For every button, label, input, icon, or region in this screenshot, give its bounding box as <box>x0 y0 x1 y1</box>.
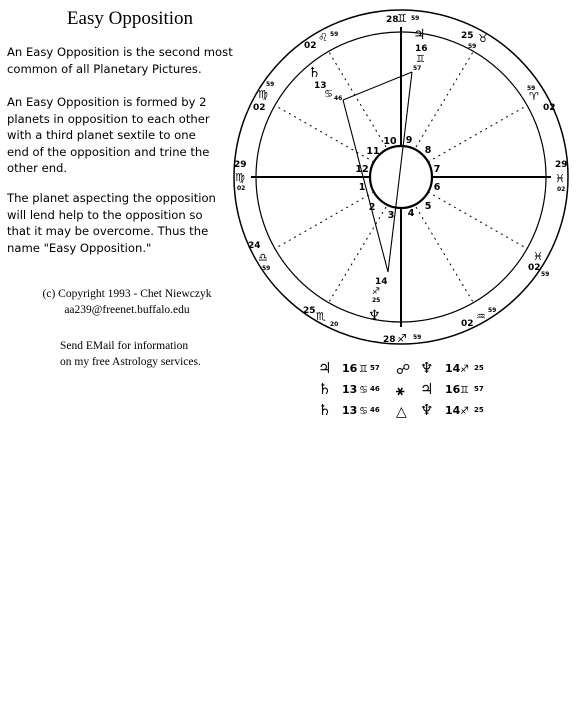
cusp-right-minute: 02 <box>557 186 566 193</box>
saturn-degree: 13 <box>314 81 327 91</box>
planet-neptune <box>368 277 388 324</box>
saturn-icon: ♄ <box>318 380 332 398</box>
saturn-icon: ♄ <box>308 65 321 81</box>
jupiter-icon: ♃ <box>318 359 332 377</box>
cusp-bottom-right-minute: 59 <box>488 307 497 314</box>
cusp-upper-right <box>527 85 556 113</box>
cusp-left-minute: 02 <box>237 185 246 192</box>
house-number-12: 12 <box>355 164 369 175</box>
aspect-row-3-p2-minute: 25 <box>474 406 484 414</box>
cancer-icon: ♋ <box>359 385 368 396</box>
leo-icon: ♌ <box>318 31 328 44</box>
cusp-line-12 <box>276 106 374 162</box>
house-number-3: 3 <box>387 210 395 221</box>
cusp-top-right-minute: 59 <box>468 43 477 50</box>
aspect-row-3-p1-degree: 13 <box>342 404 358 417</box>
house-number-6: 6 <box>433 182 441 193</box>
saturn-minute: 46 <box>334 95 343 102</box>
send-email-line1[interactable]: Send EMail for information <box>60 340 189 352</box>
house-number-9: 9 <box>405 135 413 146</box>
cusp-lower-left-minute: 59 <box>262 265 271 272</box>
sagittarius-icon: ♐ <box>460 406 469 417</box>
aspect-row-1-p2-degree: 14 <box>445 362 461 375</box>
aspect-row-1 <box>318 359 484 378</box>
cusp-left-degree: 29 <box>234 160 247 170</box>
cusp-top-left <box>304 31 338 51</box>
cusp-line-8 <box>428 106 526 162</box>
pisces-icon: ♓ <box>555 172 565 185</box>
cusp-line-5 <box>428 192 526 248</box>
explanation-paragraph: The planet aspecting the opposition will lend help to the opposition so that it may be overcome. Thus the name "Easy Opposition." <box>7 191 216 255</box>
cusp-lower-right-minute: 59 <box>541 271 550 278</box>
pisces-icon-2: ♓ <box>533 250 543 263</box>
aspect-row-2 <box>318 380 484 399</box>
cusp-bottom-right-degree: 02 <box>461 319 474 329</box>
jupiter-degree: 16 <box>415 44 428 54</box>
opposition-icon: ☍ <box>396 362 411 378</box>
cancer-icon-planet: ♋ <box>324 89 333 100</box>
taurus-icon: ♉ <box>478 32 488 45</box>
house-number-5: 5 <box>424 201 432 212</box>
cusp-line-9 <box>416 52 473 147</box>
neptune-degree: 14 <box>375 277 388 287</box>
cusp-bottom-degree: 28 <box>383 335 396 345</box>
aspect-row-3-p1-minute: 46 <box>370 406 380 414</box>
page-title: Easy Opposition <box>66 8 194 29</box>
aspect-row-3 <box>318 401 484 420</box>
trine-line <box>343 100 388 272</box>
cusp-lower-right <box>528 250 549 278</box>
aquarius-icon: ♒ <box>476 310 486 323</box>
cusp-upper-left <box>253 81 274 113</box>
cancer-icon: ♋ <box>359 406 368 417</box>
cusp-left <box>234 160 247 192</box>
house-number-8: 8 <box>424 145 432 156</box>
sagittarius-icon: ♐ <box>460 364 469 375</box>
jupiter-minute: 57 <box>413 65 422 72</box>
house-number-10: 10 <box>383 136 397 147</box>
aspect-table <box>318 359 484 420</box>
aspect-row-3-p2-degree: 14 <box>445 404 461 417</box>
cusp-bottom-left-minute: 20 <box>330 321 339 328</box>
aspect-row-2-p2-degree: 16 <box>445 383 461 396</box>
jupiter-icon: ♃ <box>420 380 434 398</box>
virgo-icon-2: ♍ <box>258 88 268 101</box>
planet-jupiter <box>413 27 428 72</box>
cusp-upper-left-minute: 59 <box>266 81 275 88</box>
aspect-row-1-p1-degree: 16 <box>342 362 358 375</box>
trine-icon: △ <box>396 404 407 420</box>
intro-paragraph: An Easy Opposition is the second most common of all Planetary Pictures. <box>7 45 233 76</box>
house-number-2: 2 <box>368 202 376 213</box>
cusp-lower-left <box>248 241 270 272</box>
neptune-icon: ♆ <box>368 308 381 324</box>
neptune-minute: 25 <box>372 297 381 304</box>
gemini-icon: ♊ <box>460 385 469 396</box>
planet-saturn <box>308 65 342 102</box>
sextile-icon: ⚹ <box>396 383 405 399</box>
cusp-upper-left-degree: 02 <box>253 103 266 113</box>
cusp-upper-right-minute: 59 <box>527 85 536 92</box>
aspect-row-1-p1-minute: 57 <box>370 364 380 372</box>
house-number-7: 7 <box>433 164 441 175</box>
house-number-4: 4 <box>407 208 415 219</box>
gemini-icon: ♊ <box>397 12 407 25</box>
jupiter-icon: ♃ <box>413 27 426 43</box>
send-email-line2[interactable]: on my free Astrology services. <box>60 356 201 368</box>
virgo-icon: ♍ <box>235 171 245 184</box>
cusp-lower-right-degree: 02 <box>528 263 541 273</box>
gemini-icon-planet: ♊ <box>416 54 425 65</box>
neptune-icon: ♆ <box>420 401 434 419</box>
cusp-top-minute: 59 <box>411 15 420 22</box>
cusp-bottom-minute: 59 <box>413 334 422 341</box>
house-number-1: 1 <box>358 182 366 193</box>
cusp-top <box>386 12 419 25</box>
cusp-top-degree: 28 <box>386 15 399 25</box>
aspect-row-2-p1-degree: 13 <box>342 383 358 396</box>
cusp-line-4 <box>416 207 473 302</box>
cusp-lower-left-degree: 24 <box>248 241 261 251</box>
email-link[interactable]: aa239@freenet.buffalo.edu <box>64 304 190 316</box>
aspect-row-1-p2-minute: 25 <box>474 364 484 372</box>
aries-icon: ♈ <box>529 90 539 103</box>
scorpio-icon: ♏ <box>316 310 326 323</box>
sagittarius-icon: ♐ <box>397 332 407 345</box>
aspect-row-2-p1-minute: 46 <box>370 385 380 393</box>
cusp-bottom-left <box>303 306 338 328</box>
saturn-icon: ♄ <box>318 401 332 419</box>
libra-icon: ♎ <box>258 251 268 264</box>
cusp-right <box>555 160 568 193</box>
neptune-icon: ♆ <box>420 359 434 377</box>
cusp-right-degree: 29 <box>555 160 568 170</box>
definition-paragraph: An Easy Opposition is formed by 2 planets in opposition to each other with a third planet sextile to one end of the opposition and trine the other end. <box>7 95 210 175</box>
cusp-line-2 <box>276 192 374 248</box>
copyright-line: (c) Copyright 1993 - Chet Niewczyk <box>42 288 212 300</box>
gemini-icon: ♊ <box>359 364 368 375</box>
aspect-row-2-p2-minute: 57 <box>474 385 484 393</box>
cusp-top-left-minute: 59 <box>330 31 339 38</box>
house-number-11: 11 <box>366 146 380 157</box>
sagittarius-icon-planet: ♐ <box>372 287 381 297</box>
cusp-top-left-degree: 02 <box>304 41 317 51</box>
cusp-top-right-degree: 25 <box>461 31 474 41</box>
cusp-upper-right-degree: 02 <box>543 103 556 113</box>
cusp-bottom-left-degree: 25 <box>303 306 316 316</box>
